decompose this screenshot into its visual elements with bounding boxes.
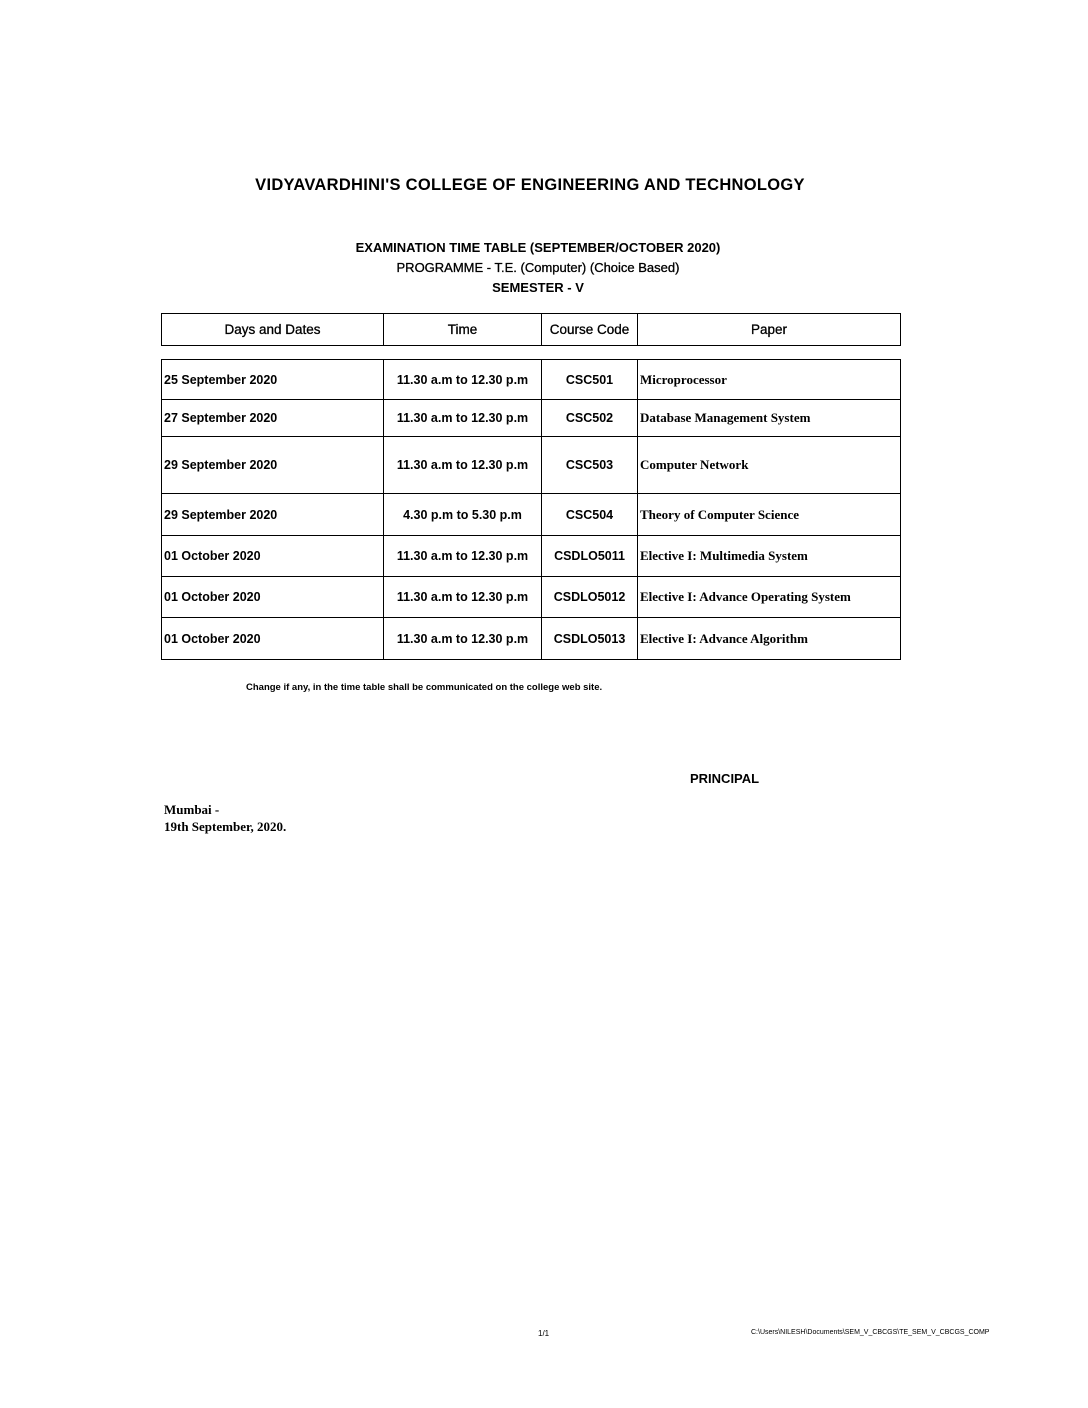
paper-name: Elective I: Multimedia System xyxy=(638,536,901,577)
course-code: CSDLO5012 xyxy=(542,577,638,618)
paper-name: Theory of Computer Science xyxy=(638,494,901,536)
column-header-code: Course Code xyxy=(542,314,638,346)
table-row xyxy=(162,577,901,618)
file-path: C:\Users\NILESH\Documents\SEM_V_CBCGS\TE_SEM_V_CBCGS_COMP xyxy=(751,1329,990,1336)
page-number: 1/1 xyxy=(538,1329,550,1338)
semester-title: SEMESTER - V xyxy=(492,280,584,295)
paper-name: Computer Network xyxy=(638,437,901,494)
course-code: CSDLO5011 xyxy=(542,536,638,577)
exam-date: 29 September 2020 xyxy=(162,437,384,494)
exam-time: 11.30 a.m to 12.30 p.m xyxy=(384,536,542,577)
issue-date: 19th September, 2020. xyxy=(164,819,287,834)
timetable-header xyxy=(161,313,901,346)
table-row xyxy=(162,536,901,577)
exam-time: 11.30 a.m to 12.30 p.m xyxy=(384,400,542,437)
paper-name: Elective I: Advance Operating System xyxy=(638,577,901,618)
exam-date: 29 September 2020 xyxy=(162,494,384,536)
timetable-body xyxy=(161,359,901,660)
exam-date: 01 October 2020 xyxy=(162,536,384,577)
exam-title: EXAMINATION TIME TABLE (SEPTEMBER/OCTOBER 2020) xyxy=(355,240,721,255)
table-row xyxy=(162,494,901,536)
exam-date: 25 September 2020 xyxy=(162,360,384,400)
table-row xyxy=(162,437,901,494)
course-code: CSC501 xyxy=(542,360,638,400)
table-row xyxy=(162,400,901,437)
place: Mumbai - xyxy=(164,802,220,817)
exam-time: 11.30 a.m to 12.30 p.m xyxy=(384,360,542,400)
college-title: VIDYAVARDHINI'S COLLEGE OF ENGINEERING AND TECHNOLOGY xyxy=(255,176,805,194)
signatory-title: PRINCIPAL xyxy=(690,771,760,786)
exam-date: 01 October 2020 xyxy=(162,618,384,660)
course-code: CSC503 xyxy=(542,437,638,494)
exam-date: 27 September 2020 xyxy=(162,400,384,437)
column-header-time: Time xyxy=(384,314,542,346)
table-row xyxy=(162,618,901,660)
programme-title: PROGRAMME - T.E. (Computer) (Choice Based) xyxy=(396,260,680,275)
exam-time: 11.30 a.m to 12.30 p.m xyxy=(384,577,542,618)
exam-time: 11.30 a.m to 12.30 p.m xyxy=(384,618,542,660)
place-and-date xyxy=(164,801,286,835)
paper-name: Elective I: Advance Algorithm xyxy=(638,618,901,660)
course-code: CSC504 xyxy=(542,494,638,536)
exam-time: 4.30 p.m to 5.30 p.m xyxy=(384,494,542,536)
column-header-paper: Paper xyxy=(638,314,901,346)
paper-name: Database Management System xyxy=(638,400,901,437)
paper-name: Microprocessor xyxy=(638,360,901,400)
course-code: CSC502 xyxy=(542,400,638,437)
change-note: Change if any, in the time table shall be communicated on the college web site. xyxy=(246,682,603,693)
table-row xyxy=(162,360,901,400)
course-code: CSDLO5013 xyxy=(542,618,638,660)
column-header-days: Days and Dates xyxy=(162,314,384,346)
exam-time: 11.30 a.m to 12.30 p.m xyxy=(384,437,542,494)
exam-date: 01 October 2020 xyxy=(162,577,384,618)
